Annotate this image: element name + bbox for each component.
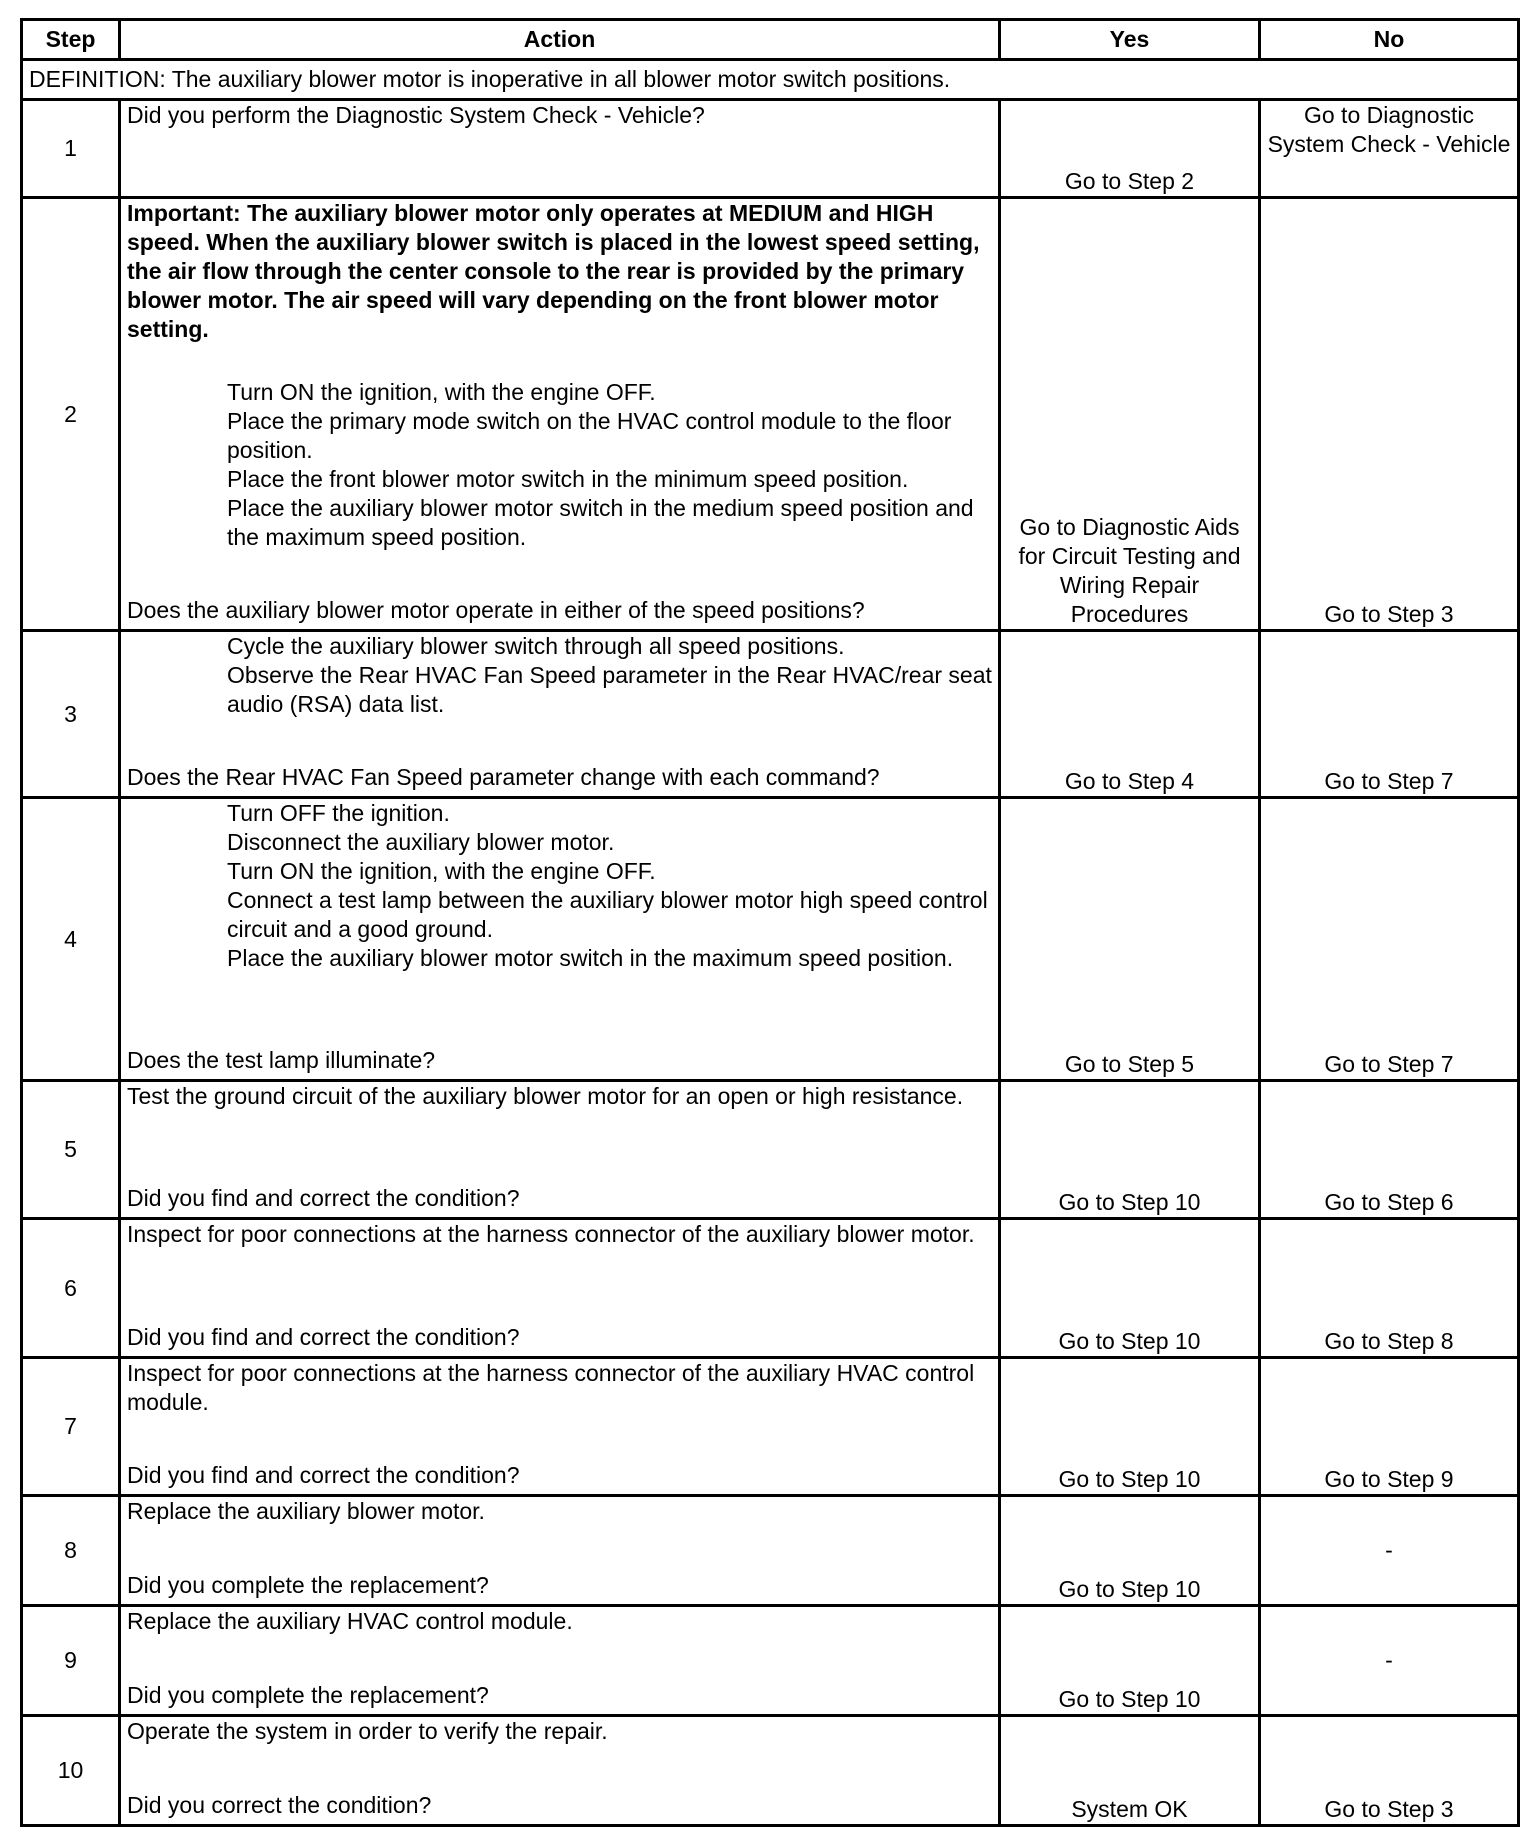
no-cell: Go to Step 8 <box>1260 1219 1519 1358</box>
procedure-step: Place the auxiliary blower motor switch in the maximum speed position. <box>227 945 954 971</box>
header-yes: Yes <box>1000 20 1260 60</box>
procedure-step: Turn OFF the ignition. <box>227 800 450 826</box>
no-cell: Go to Step 3 <box>1260 1716 1519 1826</box>
procedure-step: Turn ON the ignition, with the engine OFF. <box>227 858 656 884</box>
step-number: 8 <box>22 1496 120 1606</box>
action-cell <box>120 100 1000 198</box>
yes-cell: Go to Diagnostic Aids for Circuit Testing and Wiring Repair Procedures <box>1000 198 1260 631</box>
instruction: Inspect for poor connections at the harness connector of the auxiliary blower motor. <box>127 1221 975 1247</box>
procedure-step: Observe the Rear HVAC Fan Speed parameter in the Rear HVAC/rear seat audio (RSA) data list. <box>227 662 992 717</box>
no-cell: Go to Step 7 <box>1260 631 1519 798</box>
action-cell <box>120 1358 1000 1496</box>
table-row <box>22 1606 1519 1716</box>
question: Did you find and correct the condition? <box>127 1462 520 1488</box>
action-cell <box>120 631 1000 798</box>
procedure-step: Turn ON the ignition, with the engine OFF. <box>227 379 656 405</box>
step-number: 1 <box>22 100 120 198</box>
no-cell: Go to Step 3 <box>1260 198 1519 631</box>
question: Did you correct the condition? <box>127 1792 432 1818</box>
yes-cell: Go to Step 10 <box>1000 1496 1260 1606</box>
yes-cell: Go to Step 10 <box>1000 1358 1260 1496</box>
table-row <box>22 100 1519 198</box>
step-number: 2 <box>22 198 120 631</box>
procedure-step: Cycle the auxiliary blower switch through all speed positions. <box>227 633 845 659</box>
step-number: 3 <box>22 631 120 798</box>
procedure-step: Connect a test lamp between the auxiliary blower motor high speed control circuit and a good ground. <box>227 887 988 942</box>
table-row <box>22 1496 1519 1606</box>
procedure-steps <box>127 378 992 552</box>
question: Did you find and correct the condition? <box>127 1185 520 1211</box>
instruction: Test the ground circuit of the auxiliary blower motor for an open or high resistance. <box>127 1083 964 1109</box>
question: Does the test lamp illuminate? <box>127 1047 436 1073</box>
yes-cell: Go to Step 10 <box>1000 1606 1260 1716</box>
question: Does the auxiliary blower motor operate in either of the speed positions? <box>127 597 865 623</box>
question: Does the Rear HVAC Fan Speed parameter change with each command? <box>127 764 880 790</box>
procedure-step: Place the auxiliary blower motor switch in the medium speed position and the maximum speed position. <box>227 495 974 550</box>
table-row <box>22 1219 1519 1358</box>
question: Did you find and correct the condition? <box>127 1324 520 1350</box>
no-cell: Go to Step 7 <box>1260 798 1519 1081</box>
action-cell <box>120 1081 1000 1219</box>
header-step: Step <box>22 20 120 60</box>
question: Did you perform the Diagnostic System Check - Vehicle? <box>127 102 705 128</box>
yes-cell: System OK <box>1000 1716 1260 1826</box>
table-row <box>22 198 1519 631</box>
procedure-step: Place the front blower motor switch in the minimum speed position. <box>227 466 909 492</box>
step-number: 5 <box>22 1081 120 1219</box>
procedure-step: Disconnect the auxiliary blower motor. <box>227 829 615 855</box>
step-number: 9 <box>22 1606 120 1716</box>
no-cell: - <box>1260 1496 1519 1606</box>
action-cell <box>120 1496 1000 1606</box>
yes-cell: Go to Step 10 <box>1000 1081 1260 1219</box>
instruction: Replace the auxiliary HVAC control module. <box>127 1608 573 1634</box>
instruction: Replace the auxiliary blower motor. <box>127 1498 485 1524</box>
instruction: Operate the system in order to verify the repair. <box>127 1718 608 1744</box>
no-cell: - <box>1260 1606 1519 1716</box>
no-cell: Go to Step 6 <box>1260 1081 1519 1219</box>
important-note: Important: The auxiliary blower motor only operates at MEDIUM and HIGH speed. When the auxiliary blower switch is placed in the lowest speed setting, the air flow through the center console to the rear is provided by the primary blower motor. The air speed will vary depending on the front blower motor setting. <box>127 200 980 342</box>
header-row <box>22 20 1519 60</box>
procedure-step: Place the primary mode switch on the HVAC control module to the floor position. <box>227 408 952 463</box>
diagnostic-table <box>20 18 1520 1827</box>
yes-cell: Go to Step 10 <box>1000 1219 1260 1358</box>
header-action: Action <box>120 20 1000 60</box>
step-number: 7 <box>22 1358 120 1496</box>
procedure-steps <box>127 632 992 719</box>
header-no: No <box>1260 20 1519 60</box>
question: Did you complete the replacement? <box>127 1682 489 1708</box>
yes-cell: Go to Step 5 <box>1000 798 1260 1081</box>
no-cell: Go to Diagnostic System Check - Vehicle <box>1260 100 1519 198</box>
table-row <box>22 1358 1519 1496</box>
question: Did you complete the replacement? <box>127 1572 489 1598</box>
step-number: 10 <box>22 1716 120 1826</box>
table-row <box>22 1081 1519 1219</box>
definition: DEFINITION: The auxiliary blower motor is inoperative in all blower motor switch positions. <box>22 60 1519 100</box>
definition-row <box>22 60 1519 100</box>
no-cell: Go to Step 9 <box>1260 1358 1519 1496</box>
step-number: 6 <box>22 1219 120 1358</box>
instruction: Inspect for poor connections at the harness connector of the auxiliary HVAC control module. <box>127 1360 975 1415</box>
step-number: 4 <box>22 798 120 1081</box>
action-cell <box>120 198 1000 631</box>
action-cell <box>120 798 1000 1081</box>
yes-cell: Go to Step 2 <box>1000 100 1260 198</box>
action-cell <box>120 1606 1000 1716</box>
procedure-steps <box>127 799 992 973</box>
table-row <box>22 631 1519 798</box>
yes-cell: Go to Step 4 <box>1000 631 1260 798</box>
table-row <box>22 798 1519 1081</box>
action-cell <box>120 1716 1000 1826</box>
action-cell <box>120 1219 1000 1358</box>
table-row <box>22 1716 1519 1826</box>
